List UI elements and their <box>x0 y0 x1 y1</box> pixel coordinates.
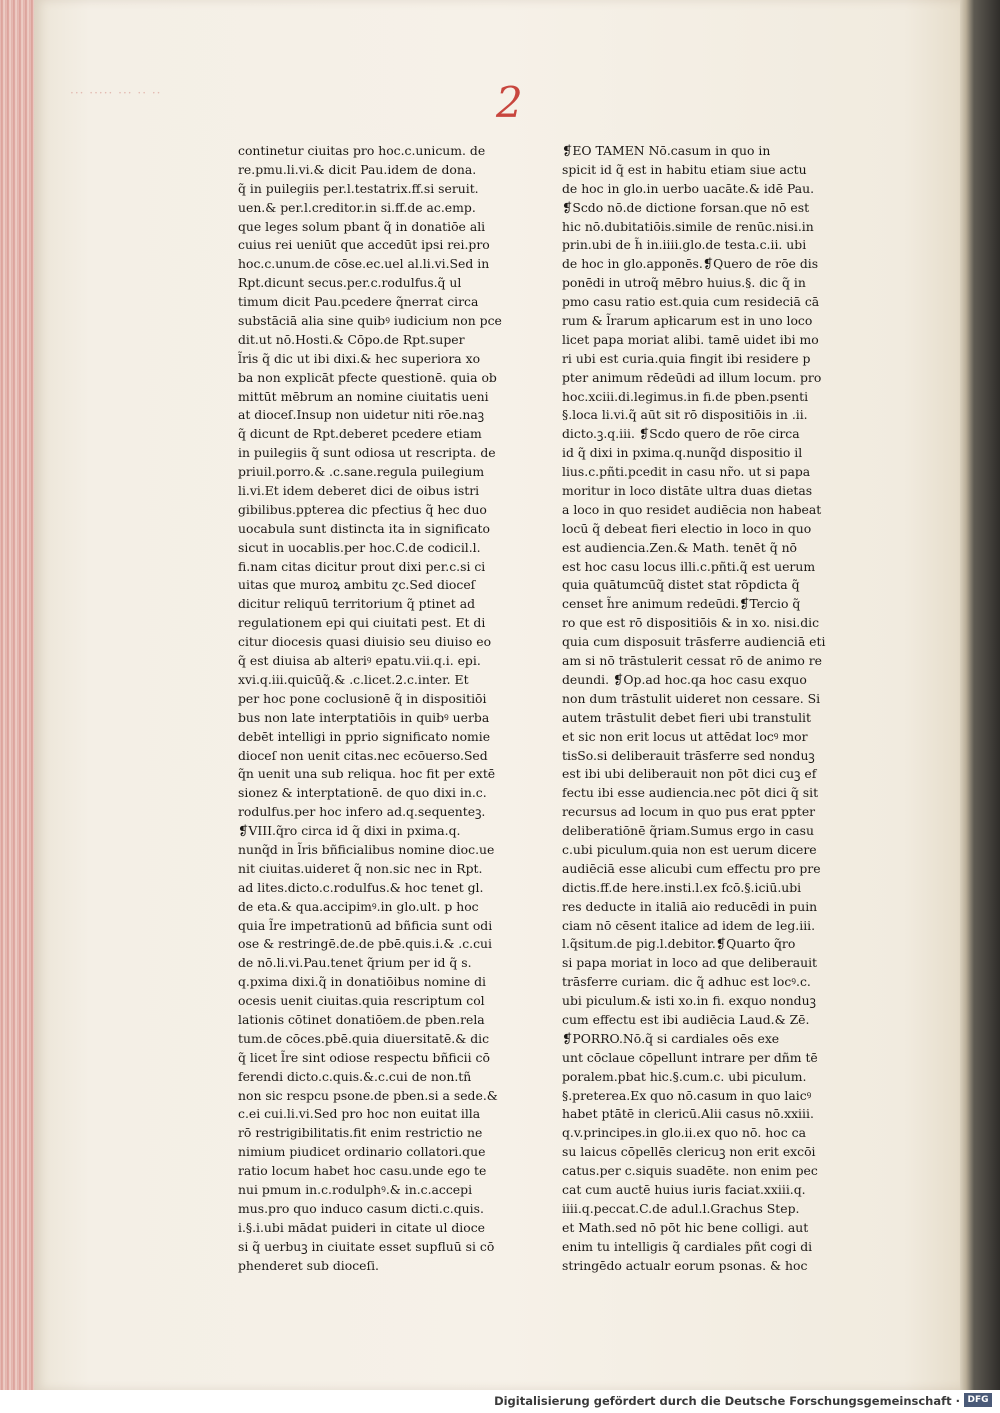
text-line: ratio locum habet hoc casu.unde ego te <box>238 1163 487 1179</box>
text-line: res deducte in italiā aio reducēdi in puin <box>562 898 818 914</box>
text-line: ad lites.dicto.c.rodulfus.& hoc tenet gl. <box>238 879 484 895</box>
text-line: spicit id q̃ est in habitu etiam siue actu <box>562 161 807 177</box>
text-line: quia quātumcūq̃ distet stat rōpdicta q̃ <box>562 577 800 593</box>
text-line: §.preterea.Ex quo nō.casum in quo laicꝰ <box>562 1087 812 1103</box>
text-line: est hoc casu locus illi.c.pñti.q̃ est uerum <box>562 558 816 574</box>
text-line: nunq̃d in l̃ris bñficialibus nomine dioc.ue <box>238 841 495 857</box>
text-line: hoc.xciii.di.legimus.in fi.de pben.psenti <box>562 388 809 404</box>
text-line: hic nō.dubitatiōis.simile de renūc.nisi.in <box>562 218 814 234</box>
text-line: stringēdo actualr eorum psonas. & hoc <box>562 1257 808 1273</box>
text-line: que leges solum pbant q̃ in donatiōe ali <box>238 218 486 234</box>
text-line: citur diocesis quasi diuisio seu diuiso eo <box>238 634 492 650</box>
text-line: q̃ licet l̃re sint odiose respectu bñficii cō <box>238 1049 490 1065</box>
text-line: pmo casu ratio est.quia cum resideciā cā <box>562 294 820 310</box>
text-line: uen.& per.l.creditor.in si.ff.de ac.emp. <box>238 199 476 215</box>
text-line: quia l̃re impetrationū ad bñficia sunt odi <box>238 917 493 933</box>
text-line: si q̃ uerbuꝫ in ciuitate esset supfluū si cō <box>238 1238 495 1254</box>
text-line: iiii.q.peccat.C.de adul.l.Grachus Step. <box>562 1200 800 1216</box>
text-line: c.ei cui.li.vi.Sed pro hoc non euitat illa <box>238 1106 481 1122</box>
text-line: c.ubi piculum.quia non est uerum dicere <box>562 841 817 857</box>
text-line: est audiencia.Zen.& Math. tenēt q̃ nō <box>562 539 798 555</box>
text-line: at dioceſ.Insup non uidetur niti rōe.naꝫ <box>238 407 485 423</box>
text-line: rum & l̃rarum apłicarum est in uno loco <box>562 313 813 329</box>
text-line: l̃ris q̃ dic ut ibi dixi.& hec superiora xo <box>238 350 481 366</box>
text-line: q̃ in puilegiis per.l.testatrix.ff.si seruit. <box>238 180 479 196</box>
text-line: fi.nam citas dicitur prout dixi per.c.si ci <box>238 558 486 574</box>
text-line: licet papa moriat alibi. tamē uidet ibi mo <box>562 331 819 347</box>
text-line: q.v.principes.in glo.ii.ex quo nō. hoc ca <box>562 1125 806 1141</box>
text-column-left <box>238 142 538 1275</box>
text-line: lius.c.pñti.pcedit in casu nr̃o. ut si papa <box>562 464 811 480</box>
text-line: de nō.li.vi.Pau.tenet q̃rium per id q̃ s. <box>238 955 472 971</box>
text-line: cum effectu est ibi audiēcia Laud.& Zē. <box>562 1011 810 1027</box>
text-line: ocesis uenit ciuitas.quia rescriptum col <box>238 993 485 1009</box>
folio-number: 2 <box>496 78 523 127</box>
text-column-right <box>562 142 862 1275</box>
text-line: ❡VIII.q̃ro circa id q̃ dixi in pxima.q. <box>238 823 461 839</box>
text-line: enim tu intelligis q̃ cardiales pñt cogi di <box>562 1238 813 1254</box>
text-line: si papa moriat in loco ad que deliberauit <box>562 955 818 971</box>
text-line: ba non explicāt pfecte questionē. quia ob <box>238 369 497 385</box>
text-line: bus non late interptatiōis in quibꝰ uerba <box>238 709 490 725</box>
text-line: dicto.ꝫ.q.iii. ❡Scdo quero de rōe circa <box>562 426 800 442</box>
text-line: ro que est rō dispositiōis & in xo. nisi.dic <box>562 615 820 631</box>
text-line: poralem.pbat hic.§.cum.c. ubi piculum. <box>562 1068 807 1084</box>
page-edge-right <box>960 0 1000 1390</box>
text-line: non sic respcu psone.de pben.si a sede.& <box>238 1087 498 1103</box>
text-line: id q̃ dixi in pxima.q.nunq̃d dispositio il <box>562 445 803 461</box>
text-line: ❡Scdo nō.de dictione forsan.que nō est <box>562 199 810 215</box>
text-line: quia cum disposuit trāsferre audienciā eti <box>562 634 826 650</box>
text-line: rodulfus.per hoc infero ad.q.sequenteꝫ. <box>238 804 486 820</box>
text-line: gibilibus.ppterea dic pfectius q̃ hec duo <box>238 501 487 517</box>
text-line: su laicus cōpellēs clericuꝫ non erit excōi <box>562 1144 816 1160</box>
text-line: phenderet sub dioceſi. <box>238 1257 379 1273</box>
text-line: a loco in quo residet audiēcia non habeat <box>562 501 822 517</box>
text-line: tisSo.si deliberauit trāsferre sed nonduꝫ <box>562 747 815 763</box>
text-line: fectu ibi esse audiencia.nec pōt dici q̃ sit <box>562 785 819 801</box>
dfg-logo: DFG <box>964 1393 992 1407</box>
text-line: et sic non erit locus ut attēdat locꝰ mor <box>562 728 808 744</box>
funding-credit: Digitalisierung gefördert durch die Deutsche Forschungsgemeinschaft · <box>494 1394 960 1408</box>
text-line: q̃ est diuisa ab alteriꝰ epatu.vii.q.i. epi. <box>238 653 481 669</box>
text-line: audiēciā esse alicubi cum effectu pro pre <box>562 860 821 876</box>
text-line: de hoc in glo.in uerbo uacāte.& idē Pau. <box>562 180 815 196</box>
text-line: substāciā alia sine quibꝰ iudicium non pce <box>238 313 502 329</box>
text-line: autem trāstulit debet fieri ubi transtulit <box>562 709 811 725</box>
text-line: lationis cōtinet donatiōem.de pben.rela <box>238 1011 485 1027</box>
text-line: deundi. ❡Op.ad hoc.qa hoc casu exquo <box>562 671 807 687</box>
text-line: de hoc in glo.apponēs.❡Quero de rōe dis <box>562 256 819 272</box>
faint-rubric-header: ··· ····· ··· ·· ·· <box>70 86 162 100</box>
text-line: ❡EO TAMEN Nō.casum in quo in <box>562 143 771 158</box>
text-line: est ibi ubi deliberauit non pōt dici cuꝫ ef <box>562 766 817 782</box>
text-line: prin.ubi de h̃ in.iiii.glo.de testa.c.ii. ubi <box>562 237 807 253</box>
text-line: i.§.i.ubi mādat puideri in citate ul dioce <box>238 1219 485 1235</box>
text-line: nimium piudicet ordinario collatori.que <box>238 1144 486 1160</box>
text-line: priuil.porro.& .c.sane.regula puilegium <box>238 464 485 480</box>
text-line: deliberatiōnē q̃riam.Sumus ergo in casu <box>562 823 814 839</box>
text-line: ri ubi est curia.quia fingit ibi residere p <box>562 350 811 366</box>
text-line: pter animum rēdeūdi ad illum locum. pro <box>562 369 822 385</box>
text-line: continetur ciuitas pro hoc.c.unicum. de <box>238 143 486 158</box>
text-line: regulationem epi qui ciuitati pest. Et di <box>238 615 486 631</box>
text-line: Rpt.dicunt secus.per.c.rodulfus.q̃ ul <box>238 275 462 291</box>
text-line: ciam nō cēsent italice ad idem de leg.iii. <box>562 917 816 933</box>
text-line: recursus ad locum in quo pus erat ppter <box>562 804 816 820</box>
text-line: ferendi dicto.c.quis.&.c.cui de non.tñ <box>238 1068 472 1084</box>
text-line: am si nō trāstulerit cessat rō de animo re <box>562 653 822 669</box>
text-line: hoc.c.unum.de cōse.ec.uel al.li.vi.Sed in <box>238 256 490 272</box>
text-line: cuius rei ueniūt que accedūt ipsi rei.pro <box>238 237 490 253</box>
text-line: dicitur reliquū territorium q̃ ptinet ad <box>238 596 476 612</box>
text-line: l.q̃situm.de pig.l.debitor.❡Quarto q̃ro <box>562 936 796 952</box>
text-line: nit ciuitas.uideret q̃ non.sic nec in Rpt. <box>238 860 483 876</box>
text-line: timum dicit Pau.pcedere q̃nerrat circa <box>238 294 479 310</box>
text-line: dioceſ non uenit citas.nec ecōuerso.Sed <box>238 747 488 763</box>
text-line: in puilegiis q̃ sunt odiosa ut rescripta. de <box>238 445 496 461</box>
text-line: rō restrigibilitatis.fit enim restrictio ne <box>238 1125 483 1141</box>
text-line: ❡PORRO.Nō.q̃ si cardiales oēs exe <box>562 1030 780 1046</box>
text-line: dit.ut nō.Hosti.& Cōpo.de Rpt.super <box>238 331 465 347</box>
text-line: li.vi.Et idem deberet dici de oibus istri <box>238 483 480 499</box>
text-line: trāsferre curiam. dic q̃ adhuc est locꝰ.c. <box>562 974 811 990</box>
text-line: ubi piculum.& isti xo.in fi. exquo nonduꝫ <box>562 993 816 1009</box>
text-line: xvi.q.iii.quicūq̃.& .c.licet.2.c.inter. Et <box>238 671 469 687</box>
text-line: moritur in loco distāte ultra duas dietas <box>562 483 813 499</box>
text-line: ponēdi in utroq̃ mēbro huius.§. dic q̃ in <box>562 275 806 291</box>
text-line: uocabula sunt distincta ita in significato <box>238 520 490 536</box>
text-line: habet ptātē in clericū.Alii casus nō.xxiii. <box>562 1106 814 1122</box>
text-line: tum.de cōces.pbē.quia diuersitatē.& dic <box>238 1030 490 1046</box>
text-line: cat cum auctē huius iuris faciat.xxiii.q. <box>562 1181 806 1197</box>
text-line: mus.pro quo induco casum dicti.c.quis. <box>238 1200 484 1216</box>
text-line: §.loca li.vi.q̃ aūt sit rō dispositiōis in .ii. <box>562 407 808 423</box>
text-line: de eta.& qua.accipimꝰ.in glo.ult. p hoc <box>238 898 479 914</box>
text-line: locū q̃ debeat fieri electio in loco in quo <box>562 520 812 536</box>
text-line: censet h̃re animum redeūdi.❡Tercio q̃ <box>562 596 801 612</box>
text-line: q̃n uenit una sub reliqua. hoc fit per extē <box>238 766 496 782</box>
text-line: unt cōclaue cōpellunt intrare per dñm tē <box>562 1049 818 1065</box>
text-line: dictis.ff.de here.insti.l.ex fcō.§.iciū.ubi <box>562 879 802 895</box>
text-line: mittūt mēbrum an nomine ciuitatis ueni <box>238 388 489 404</box>
text-line: ose & restringē.de.de pbē.quis.i.& .c.cui <box>238 936 493 952</box>
text-line: non dum trāstulit uideret non cessare. Si <box>562 690 821 706</box>
text-line: catus.per c.siquis suadēte. non enim pec <box>562 1163 818 1179</box>
text-line: sicut in uocablis.per hoc.C.de codicil.l. <box>238 539 481 555</box>
text-line: q̃ dicunt de Rpt.deberet pcedere etiam <box>238 426 482 442</box>
text-line: debēt intelligi in pprio significato nomie <box>238 728 491 744</box>
text-line: nui pmum in.c.rodulphꝰ.& in.c.accepi <box>238 1181 473 1197</box>
text-line: re.pmu.li.vi.& dicit Pau.idem de dona. <box>238 161 477 177</box>
text-line: et Math.sed nō pōt hic bene colligi. aut <box>562 1219 809 1235</box>
text-line: uitas que muroꝝ ambitu ɀc.Sed dioceſ <box>238 577 476 593</box>
text-line: per hoc pone coclusionē q̃ in dispositiōi <box>238 690 487 706</box>
text-line: q.pxima dixi.q̃ in donatiōibus nomine di <box>238 974 486 990</box>
text-line: sionez & interptationē. de quo dixi in.c. <box>238 785 487 801</box>
